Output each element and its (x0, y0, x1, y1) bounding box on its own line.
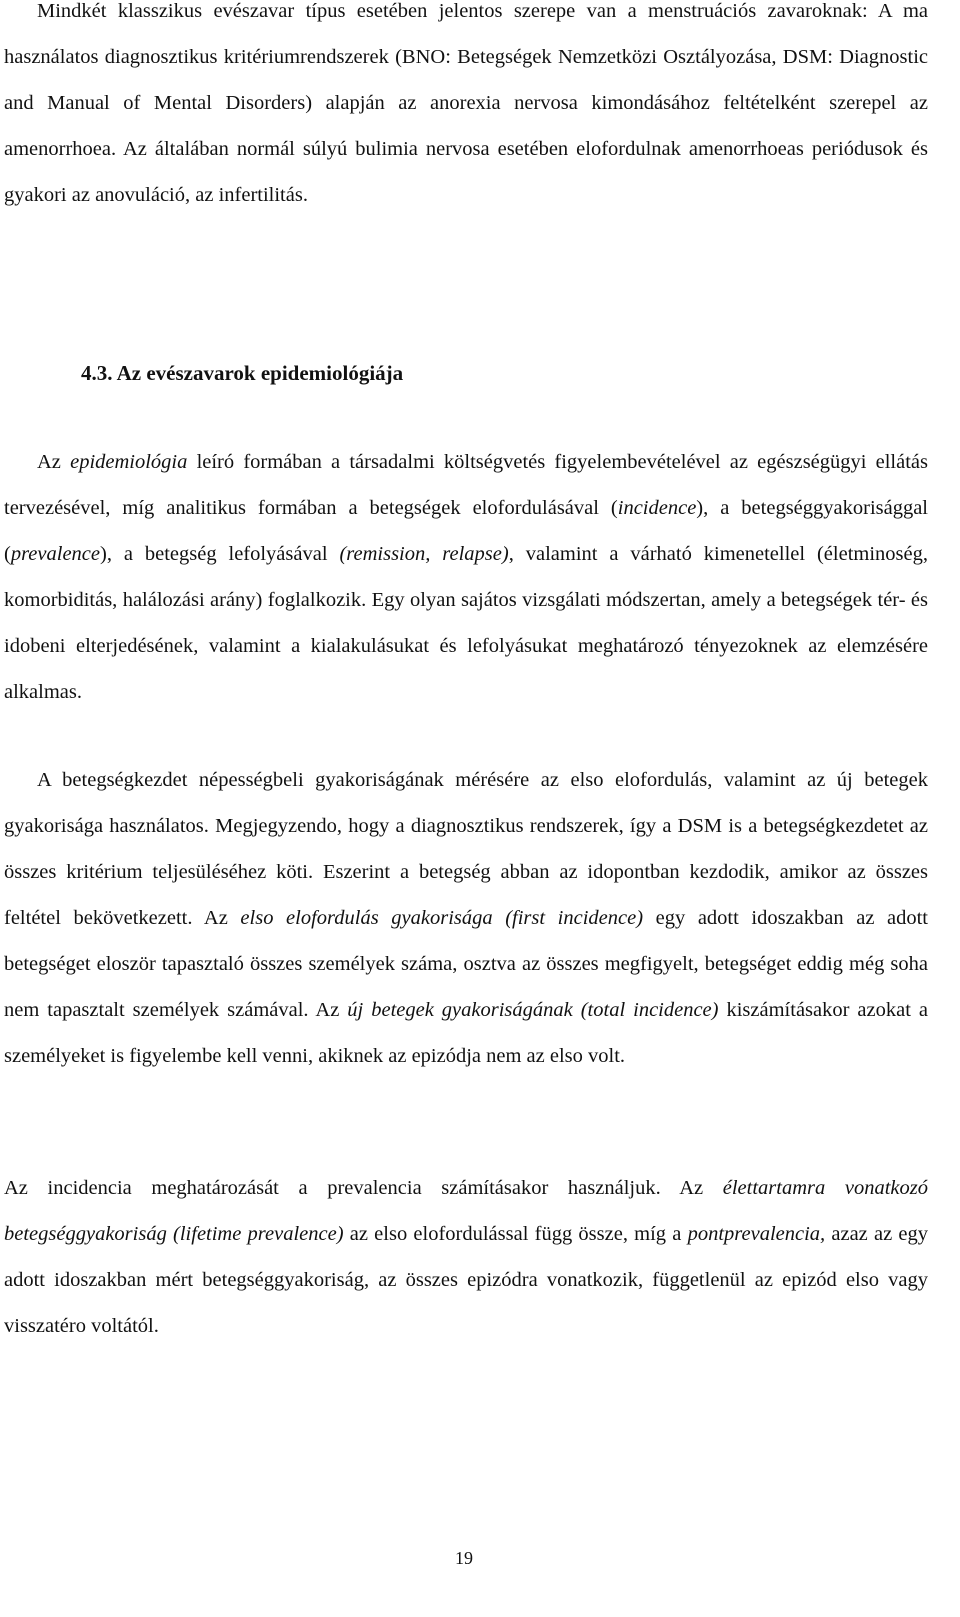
text-run: ), a betegséggyakorisággal ( (4, 497, 929, 565)
paragraph-text: Mindkét klasszikus evészavar típus esetében jelentos szerepe van a menstruációs zavaroknak: A ma használatos diagnosztikus kritériumrendszerek (BNO: Betegségek Nemzetközi Osztályozása, DSM: Diagnostic and Manual of Mental Disorders) alapján az anorexia nervosa kimondásához feltételként szerepel az amenorrhoea. Az általában normál súlyú bulimia nervosa esetében elofordulnak amenorrhoeas periódusok és gyakori az anovuláció, az infertilitás. (4, 0, 928, 206)
text-run: egy adott idoszakban az adott betegséget eloször tapasztaló összes személyek száma, osztva az összes megfigyelt, betegséget eddig még soha nem tapasztalt személyek számával. Az (4, 907, 928, 1021)
text-run: , valamint a várható kimenetellel (életminoség, komorbiditás, halálozási arány) foglalkozik. Egy olyan sajátos vizsgálati módszertan, amely a betegségek tér- és idobeni elterjedésének, valamint a kialakulásukat és lefolyásukat meghatározó tényezoknek az elemzésére alkalmas. (4, 543, 928, 703)
italic-term: (remission, relapse) (339, 543, 509, 565)
italic-term: elso elofordulás gyakorisága (first incidence) (240, 907, 644, 929)
italic-term: új betegek gyakoriságának (total incidence) (347, 999, 719, 1021)
paragraph-menstrual-disorders (4, 0, 928, 218)
paragraph-prevalence (4, 1165, 928, 1349)
text-run: az elso elofordulással függ össze, míg a (343, 1223, 688, 1245)
paragraph-incidence (4, 757, 928, 1079)
text-run: azaz az egy adott idoszakban mért betegséggyakoriság, az összes epizódra vonatkozik, függetlenül az epizód elso vagy visszatéro voltától. (4, 1223, 928, 1337)
text-run: Az incidencia meghatározását a prevalencia számításakor használjuk. Az (4, 1177, 723, 1199)
italic-term: élettartamra vonatkozó betegséggyakoriság (lifetime prevalence) (4, 1177, 928, 1245)
text-run: Az (37, 451, 71, 473)
text-run: ), a betegség lefolyásával (100, 543, 340, 565)
paragraph-epidemiology-definition (4, 439, 928, 715)
italic-term: pontprevalencia, (687, 1223, 826, 1245)
text-run: kiszámításakor azokat a személyeket is figyelembe kell venni, akiknek az epizódja nem az elso volt. (4, 999, 928, 1067)
italic-term: prevalence (10, 543, 100, 565)
section-heading: 4.3. Az evészavarok epidemiológiája (81, 361, 404, 385)
text-run: leíró formában a társadalmi költségvetés figyelembevételével az egészségügyi ellátás tervezésével, míg analitikus formában a betegségek elofordulásával ( (4, 451, 929, 519)
italic-term: epidemiológia (70, 451, 188, 473)
text-run: A betegségkezdet népességbeli gyakoriságának mérésére az elso elofordulás, valamint az új betegek gyakorisága használatos. Megjegyzendo, hogy a diagnosztikus rendszerek, így a DSM is a betegségkezdetet az összes kritérium teljesüléséhez köti. Eszerint a betegség abban az idopontban kezdodik, amikor az összes feltétel bekövetkezett. Az (4, 769, 928, 929)
page-number: 19 (455, 1548, 473, 1568)
italic-term: incidence (617, 497, 697, 519)
